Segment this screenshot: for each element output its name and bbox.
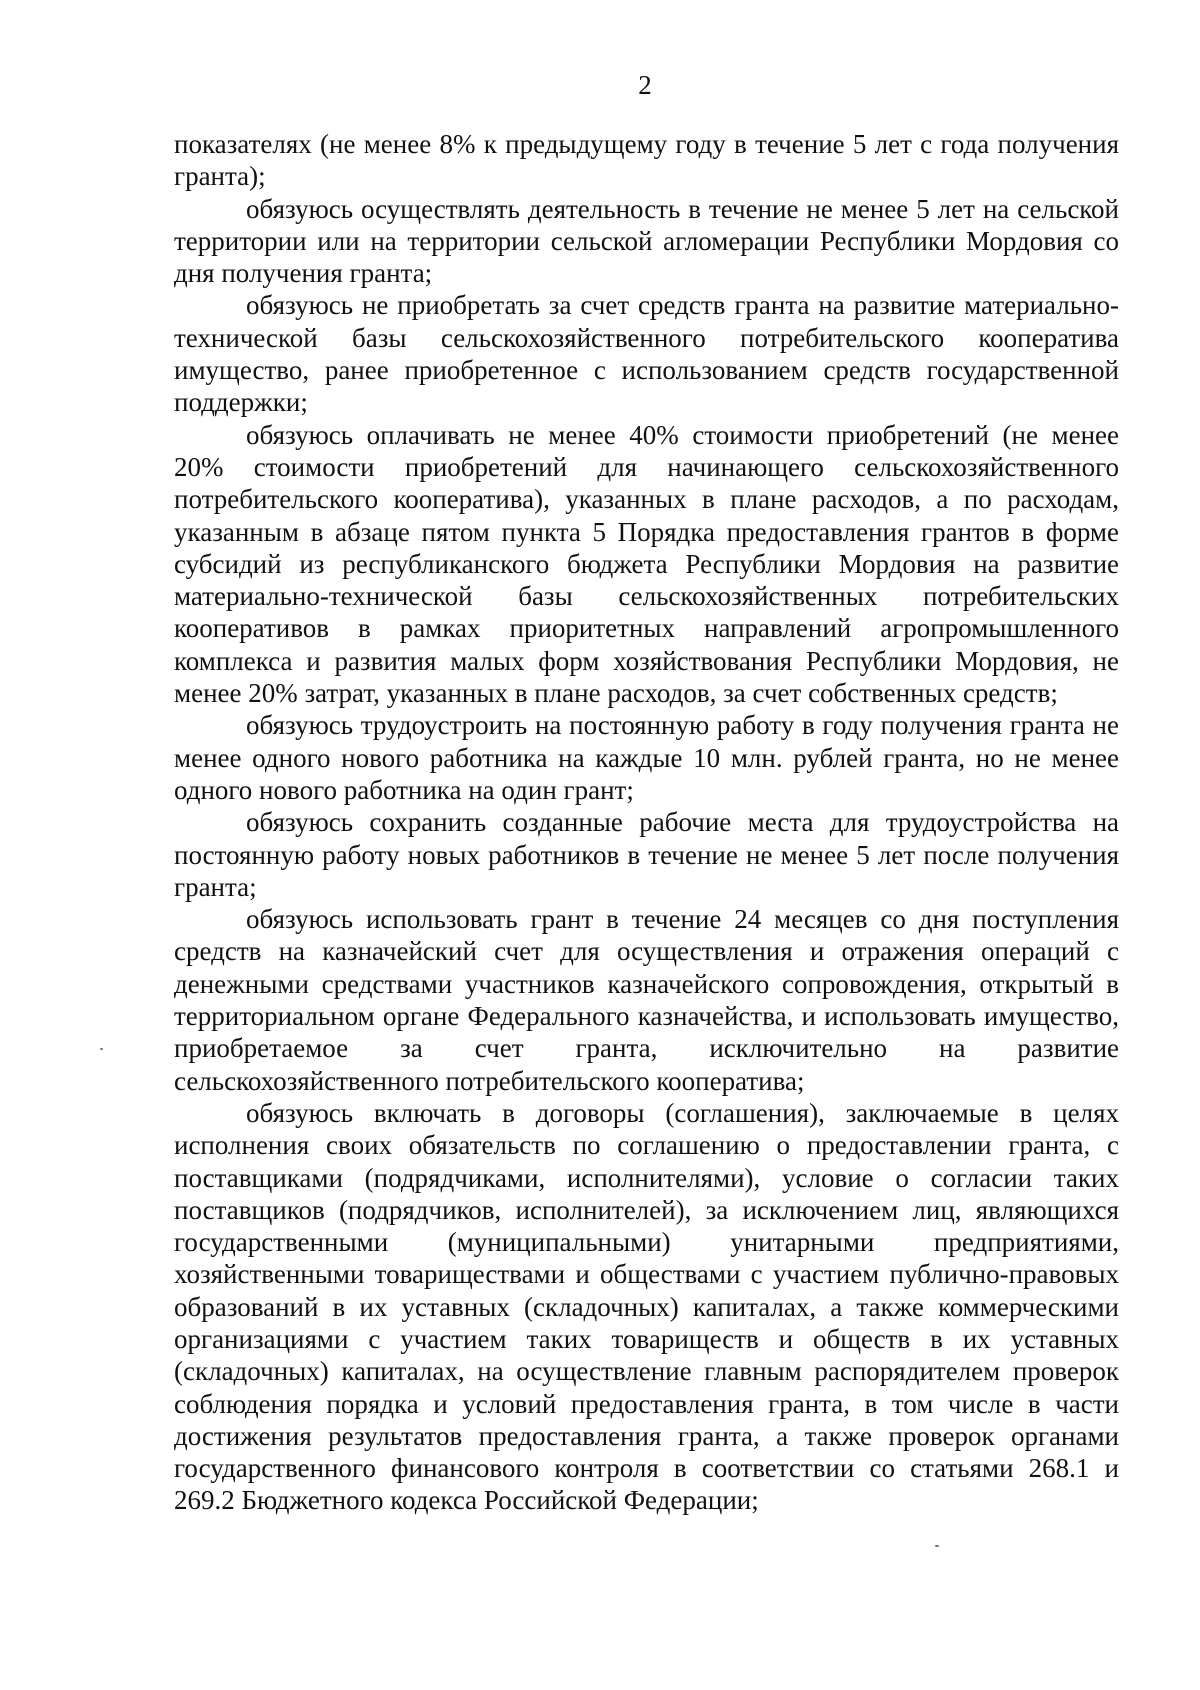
paragraph-activity-commitment: обязуюсь осуществлять деятельность в течение не менее 5 лет на сельской территории или на территории сельской агломерации Республики Мордовия со дня получения гранта;	[174, 193, 1119, 289]
paragraph-job-retention: обязуюсь сохранить созданные рабочие места для трудоустройства на постоянную работу новых работников в течение не менее 5 лет после получения гранта;	[174, 807, 1119, 902]
paragraph-grant-usage: обязуюсь использовать грант в течение 24 месяцев со дня поступления средств на казначейский счет для осуществления и отражения операций с денежными средствами участников казначейского сопровождения, открытый в территориальном органе Федерального казначейства, и использовать имущество, приобретаемое за счет гранта, исключительно на развитие сельскохозяйственного потребительского кооператива;	[174, 904, 1119, 1096]
paragraph-employment: обязуюсь трудоустроить на постоянную работу в году получения гранта не менее одного нового работника на каждые 10 млн. рублей гранта, но не менее одного нового работника на один грант;	[174, 710, 1119, 805]
paragraph-continuation: показателях (не менее 8% к предыдущему году в течение 5 лет с года получения гранта);	[174, 129, 1119, 192]
scan-speck	[100, 1048, 103, 1050]
document-body	[174, 128, 1119, 1517]
paragraph-cofinancing: обязуюсь оплачивать не менее 40% стоимости приобретений (не менее 20% стоимости приобретений для начинающего сельскохозяйственного потребительского кооператива), указанных в плане расходов, а по расходам, указанным в абзаце пятом пункта 5 Порядка предоставления грантов в форме субсидий из республиканского бюджета Республики Мордовия на развитие материально-технической базы сельскохозяйственных потребительских кооперативов в рамках приоритетных направлений агропромышленного комплекса и развития малых форм хозяйствования Республики Мордовия, не менее 20% затрат, указанных в плане расходов, за счет собственных средств;	[174, 419, 1119, 709]
scan-speck	[935, 1545, 939, 1547]
paragraph-no-prior-property: обязуюсь не приобретать за счет средств гранта на развитие материально-технической базы сельскохозяйственного потребительского кооператива имущество, ранее приобретенное с использованием средств государственной поддержки;	[174, 290, 1119, 418]
page-number: 2	[638, 70, 652, 100]
paragraph-contract-conditions: обязуюсь включать в договоры (соглашения), заключаемые в целях исполнения своих обязательств по соглашению о предоставлении гранта, с поставщиками (подрядчиками, исполнителями), условие о согласии таких поставщиков (подрядчиков, исполнителей), за исключением лиц, являющихся государственными (муниципальными) унитарными предприятиями, хозяйственными товариществами и обществами с участием публично-правовых образований в их уставных (складочных) капиталах, а также коммерческими организациями с участием таких товариществ и обществ в их уставных (складочных) капиталах, на осуществление главным распорядителем проверок соблюдения порядка и условий предоставления гранта, в том числе в части достижения результатов предоставления гранта, а также проверок органами государственного финансового контроля в соответствии со статьями 268.1 и 269.2 Бюджетного кодекса Российской Федерации;	[174, 1097, 1119, 1516]
